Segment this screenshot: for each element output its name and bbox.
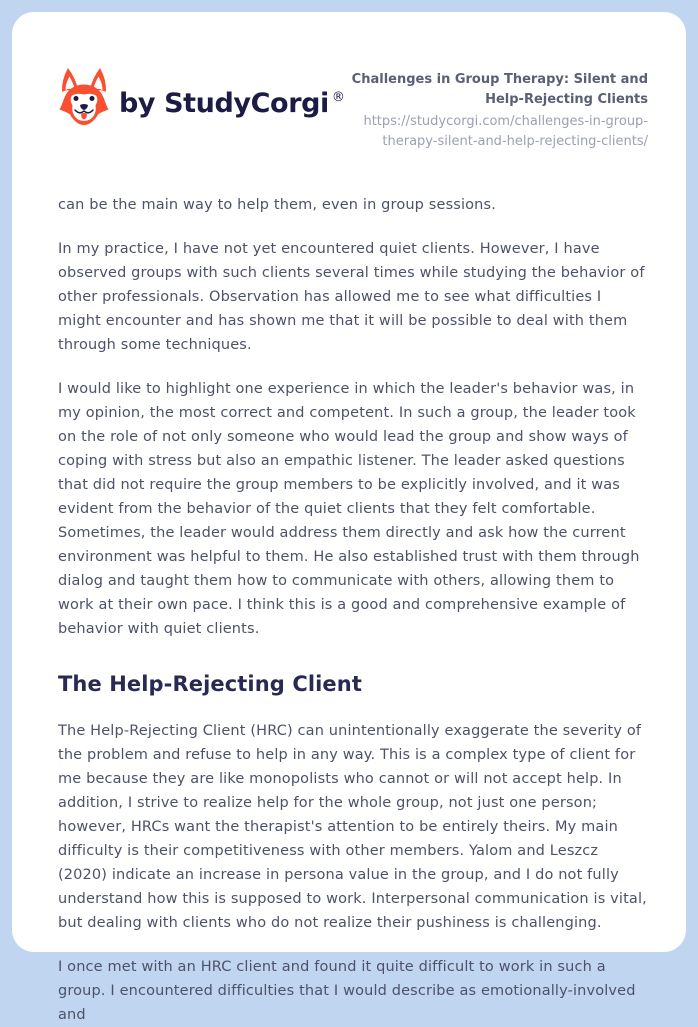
article-body <box>58 193 648 1027</box>
document-header <box>58 66 648 151</box>
corgi-face-icon <box>58 66 110 126</box>
studycorgi-logo[interactable] <box>58 66 345 126</box>
paragraph: In my practice, I have not yet encountered quiet clients. However, I have observed groups with such clients several times while studying the behavior of other professionals. Observation has allowed me to see what difficulties I might encounter and has shown me that it will be possible to deal with them through some techniques. <box>58 241 645 353</box>
document-title: Challenges in Group Therapy: Silent and Help-Rejecting Clients <box>351 72 648 107</box>
paragraph: I once met with an HRC client and found it quite difficult to work in such a group. I encountered difficulties that I would describe as emotionally-involved and <box>58 959 636 1024</box>
document-meta <box>345 66 648 151</box>
brand-name: by StudyCorgi <box>119 87 329 119</box>
document-url-link[interactable]: https://studycorgi.com/challenges-in-group-therapy-silent-and-help-rejecting-clients/ <box>363 114 648 149</box>
brand-text <box>119 74 345 119</box>
paragraph: I would like to highlight one experience in which the leader's behavior was, in my opinion, the most correct and competent. In such a group, the leader took on the role of not only someone who would lead the group and show ways of coping with stress but also an empathic listener. The leader asked questions that did not require the group members to be explicitly involved, and it was evident from the behavior of the quiet clients that they felt comfortable. Sometimes, the leader would address them directly and ask how the current environment was helpful to them. He also established trust with them through dialog and taught them how to communicate with others, allowing them to work at their own pace. I think this is a good and comprehensive example of behavior with quiet clients. <box>58 381 640 637</box>
section-heading: The Help-Rejecting Client <box>58 672 362 696</box>
paragraph: can be the main way to help them, even in group sessions. <box>58 197 496 213</box>
document-card <box>12 12 686 1024</box>
paragraph: The Help-Rejecting Client (HRC) can unintentionally exaggerate the severity of the problem and refuse to help in any way. This is a complex type of client for me because they are like monopolists who cannot or will not accept help. In addition, I strive to realize help for the whole group, not just one person; however, HRCs want the therapist's attention to be entirely theirs. My main difficulty is their competitiveness with other members. Yalom and Leszcz (2020) indicate an increase in persona value in the group, and I do not fully understand how this is supposed to work. Interpersonal communication is vital, but dealing with clients who do not realize their pushiness is challenging. <box>58 723 647 932</box>
registered-trademark-icon: ® <box>331 89 345 105</box>
